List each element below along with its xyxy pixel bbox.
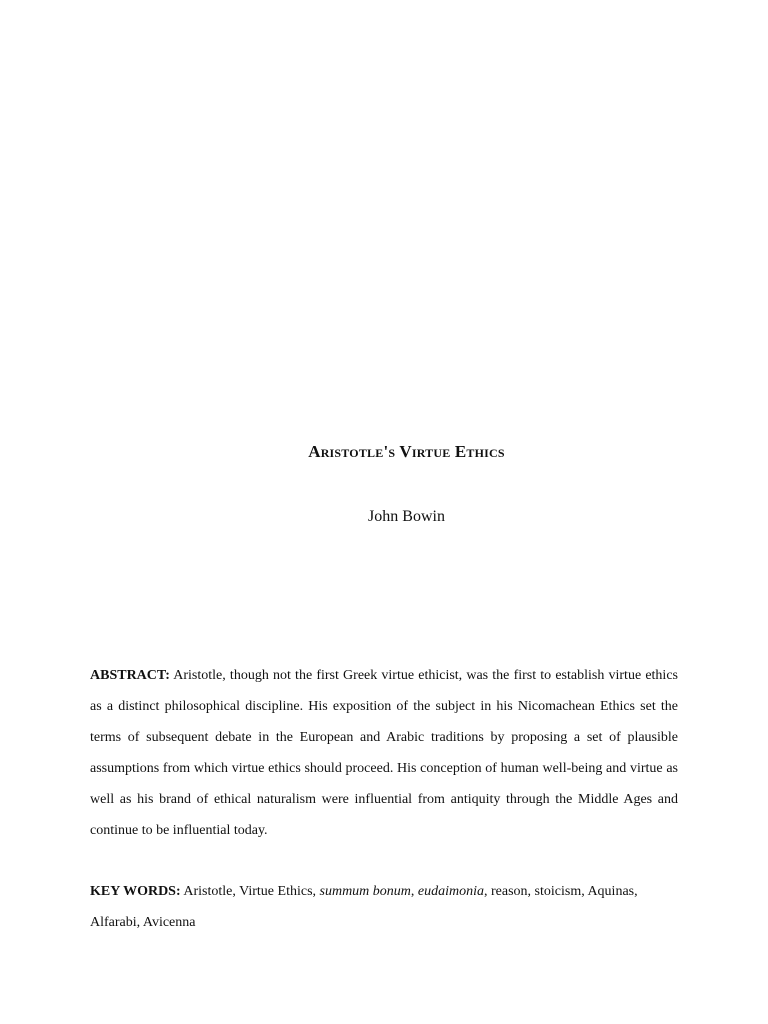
- keywords-label: KEY WORDS:: [90, 884, 181, 899]
- keywords-separator: ,: [410, 884, 418, 899]
- abstract-text: Aristotle, though not the first Greek virtue ethicist, was the first to establish virtue ethics as a distinct philosophical discipline. His exposition of the subject in his Nicomachean Ethics set the terms of subsequent debate in the European and Arabic traditions by proposing a set of plausible assumptions from which virtue ethics should proceed. His conception of human well-being and virtue as well as his brand of ethical naturalism were influential from antiquity through the Middle Ages and continue to be influential today.: [90, 668, 678, 838]
- keyword-summum-bonum: summum bonum: [319, 884, 411, 899]
- abstract-label: ABSTRACT:: [90, 668, 170, 683]
- abstract-paragraph: [90, 660, 678, 846]
- paper-author: John Bowin: [368, 508, 445, 525]
- keyword-eudaimonia: eudaimonia: [417, 884, 485, 899]
- paper-title: Aristotle's Virtue Ethics: [308, 442, 505, 461]
- keywords-part-1: Aristotle, Virtue Ethics,: [180, 884, 320, 899]
- keywords-part-2: , reason, stoicism, Aquinas, Alfarabi, Avicenna: [90, 884, 638, 930]
- keywords-paragraph: [90, 876, 678, 938]
